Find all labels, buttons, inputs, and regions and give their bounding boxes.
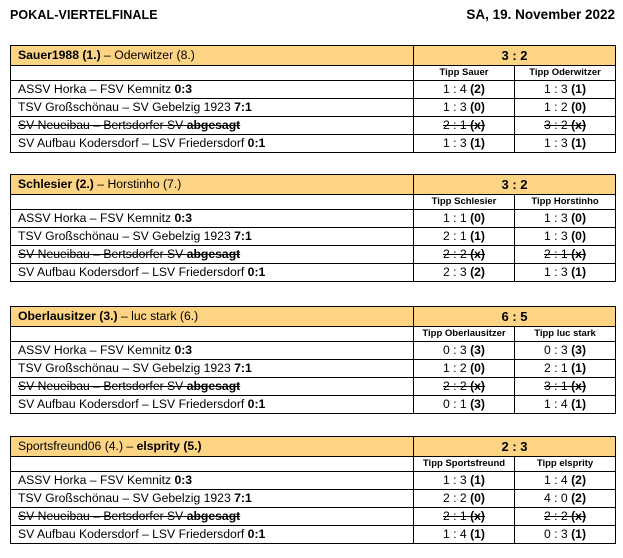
tipp-home-score: 0 : 3 — [442, 343, 471, 357]
game-teams: ASSV Horka – FSV Kemnitz — [18, 343, 175, 357]
game-cell — [11, 360, 414, 378]
duel-score: 3 : 2 — [414, 175, 616, 195]
duel-separator: – — [93, 177, 108, 191]
duel-score: 2 : 3 — [414, 437, 616, 457]
tipp-away-cell — [515, 472, 616, 490]
game-result: abgesagt — [186, 509, 241, 523]
duel-table — [10, 45, 616, 153]
tipp-away-points: (3) — [571, 343, 587, 357]
game-row — [11, 526, 616, 544]
duel-players — [11, 175, 414, 195]
game-teams: ASSV Horka – FSV Kemnitz — [18, 82, 175, 96]
game-cell — [11, 508, 414, 526]
tipp-header-home: Tipp Oberlausitzer — [414, 327, 515, 342]
game-row — [11, 490, 616, 508]
tipp-away-score: 1 : 3 — [544, 229, 572, 243]
game-result: 0:1 — [247, 397, 266, 411]
tipp-away-points: (1) — [571, 397, 587, 411]
tipp-home-cell — [414, 228, 515, 246]
player-home: Schlesier (2.) — [18, 177, 94, 191]
duel-players — [11, 307, 414, 327]
player-home: Sauer1988 (1.) — [18, 48, 101, 62]
game-cell — [11, 472, 414, 490]
duel-players — [11, 437, 414, 457]
player-home: Sportsfreund06 (4.) — [18, 439, 124, 453]
tipp-home-cell — [414, 135, 515, 153]
game-result: abgesagt — [186, 379, 241, 393]
tipp-home-cell — [414, 117, 515, 135]
game-cell — [11, 117, 414, 135]
tipp-home-points: (1) — [470, 229, 485, 243]
tipp-home-points: (x) — [470, 509, 485, 523]
tipp-away-cell — [515, 342, 616, 360]
game-row — [11, 228, 616, 246]
tipp-away-score: 2 : 2 — [544, 509, 572, 523]
duel-table — [10, 436, 616, 544]
game-row — [11, 360, 616, 378]
tipp-away-score: 0 : 3 — [544, 343, 572, 357]
tipp-away-score: 1 : 2 — [544, 100, 572, 114]
tipp-home-points: (1) — [470, 473, 485, 487]
game-teams: TSV Großschönau – SV Gebelzig 1923 — [18, 491, 235, 505]
game-cell — [11, 526, 414, 544]
tipp-home-points: (3) — [470, 343, 485, 357]
tipp-away-points: (2) — [571, 491, 587, 505]
game-cell — [11, 342, 414, 360]
tipp-home-points: (x) — [470, 118, 485, 132]
tipp-away-score: 1 : 4 — [544, 473, 572, 487]
game-teams: SV Aufbau Kodersdorf – LSV Friedersdorf — [18, 265, 248, 279]
game-row — [11, 135, 616, 153]
game-teams: SV Aufbau Kodersdorf – LSV Friedersdorf — [18, 397, 248, 411]
game-cell — [11, 135, 414, 153]
tipp-home-score: 1 : 2 — [442, 361, 471, 375]
tipp-header-home: Tipp Sportsfreund — [414, 457, 515, 472]
game-result: 0:3 — [174, 473, 193, 487]
tipp-header-away: Tipp elsprity — [515, 457, 616, 472]
tipp-home-points: (0) — [470, 491, 485, 505]
tipp-away-score: 2 : 1 — [544, 361, 572, 375]
game-result: 7:1 — [234, 361, 252, 375]
tipp-away-cell — [515, 396, 616, 414]
game-result: 0:3 — [174, 343, 193, 357]
tipp-home-cell — [414, 472, 515, 490]
game-row — [11, 472, 616, 490]
tipp-home-cell — [414, 378, 515, 396]
tipp-header-away: Tipp luc stark — [515, 327, 616, 342]
tipp-home-points: (x) — [470, 247, 485, 261]
tipp-away-points: (1) — [571, 265, 587, 279]
tipp-home-cell — [414, 99, 515, 117]
tipp-away-score: 0 : 3 — [544, 527, 572, 541]
tipp-header-row — [11, 66, 616, 81]
tipp-away-cell — [515, 360, 616, 378]
duel-separator: – — [117, 309, 132, 323]
game-result: abgesagt — [186, 247, 241, 261]
tipp-home-score: 1 : 1 — [442, 211, 471, 225]
game-cell — [11, 490, 414, 508]
tipp-header-blank — [11, 66, 414, 81]
tipp-away-cell — [515, 228, 616, 246]
game-teams: SV Aufbau Kodersdorf – LSV Friedersdorf — [18, 136, 248, 150]
game-result: 0:3 — [174, 82, 193, 96]
tipp-away-points: (1) — [571, 82, 587, 96]
tipp-away-cell — [515, 526, 616, 544]
tipp-away-cell — [515, 81, 616, 99]
game-row — [11, 99, 616, 117]
tipp-away-score: 1 : 3 — [544, 211, 572, 225]
game-cell — [11, 378, 414, 396]
tipp-home-points: (x) — [470, 379, 485, 393]
tipp-away-points: (x) — [571, 247, 587, 261]
tipp-home-cell — [414, 396, 515, 414]
game-teams: SV Neueibau – Bertsdorfer SV — [18, 379, 187, 393]
tipp-away-cell — [515, 246, 616, 264]
tipp-away-points: (x) — [571, 509, 587, 523]
game-teams: ASSV Horka – FSV Kemnitz — [18, 473, 175, 487]
duel-table — [10, 306, 616, 414]
tipp-away-score: 2 : 1 — [544, 247, 572, 261]
tipp-header-away: Tipp Oderwitzer — [515, 66, 616, 81]
tipp-header-row — [11, 195, 616, 210]
game-teams: SV Neueibau – Bertsdorfer SV — [18, 509, 187, 523]
game-row — [11, 378, 616, 396]
match-date: SA, 19. November 2022 — [466, 7, 615, 22]
tipp-home-points: (1) — [470, 527, 485, 541]
duel-score: 3 : 2 — [414, 46, 616, 66]
game-row — [11, 246, 616, 264]
duel-header-row — [11, 307, 616, 327]
tipp-home-score: 2 : 2 — [442, 247, 471, 261]
game-result: 7:1 — [234, 100, 252, 114]
tipp-home-cell — [414, 490, 515, 508]
game-row — [11, 117, 616, 135]
game-cell — [11, 81, 414, 99]
tipp-home-cell — [414, 210, 515, 228]
game-cell — [11, 228, 414, 246]
duel-separator: – — [100, 48, 115, 62]
tipp-away-points: (x) — [571, 379, 587, 393]
game-result: 0:3 — [174, 211, 193, 225]
tipp-home-cell — [414, 81, 515, 99]
game-teams: TSV Großschönau – SV Gebelzig 1923 — [18, 361, 235, 375]
game-cell — [11, 396, 414, 414]
tipp-away-points: (1) — [571, 136, 587, 150]
tipp-home-cell — [414, 264, 515, 282]
tipp-away-cell — [515, 264, 616, 282]
game-row — [11, 264, 616, 282]
tipp-home-score: 2 : 1 — [442, 509, 471, 523]
tipp-home-points: (0) — [470, 361, 485, 375]
tipp-home-points: (2) — [470, 265, 485, 279]
tipp-away-points: (x) — [571, 118, 587, 132]
tipp-away-cell — [515, 99, 616, 117]
duel-players — [11, 46, 414, 66]
tipp-away-score: 3 : 2 — [544, 118, 572, 132]
tipp-away-points: (2) — [571, 473, 587, 487]
game-teams: ASSV Horka – FSV Kemnitz — [18, 211, 175, 225]
player-home: Oberlausitzer (3.) — [18, 309, 118, 323]
game-teams: SV Neueibau – Bertsdorfer SV — [18, 247, 187, 261]
duel-header-row — [11, 175, 616, 195]
game-row — [11, 396, 616, 414]
tipp-home-points: (0) — [470, 211, 485, 225]
tipp-away-cell — [515, 210, 616, 228]
duel-header-row — [11, 46, 616, 66]
game-teams: TSV Großschönau – SV Gebelzig 1923 — [18, 229, 235, 243]
tipp-home-score: 1 : 3 — [442, 473, 471, 487]
game-cell — [11, 246, 414, 264]
tipp-away-cell — [515, 117, 616, 135]
tipp-away-points: (1) — [571, 361, 587, 375]
game-result: 7:1 — [234, 491, 252, 505]
tipp-header-blank — [11, 457, 414, 472]
player-away: Oderwitzer (8.) — [114, 48, 195, 62]
tipp-home-cell — [414, 508, 515, 526]
tipp-away-score: 1 : 3 — [544, 82, 572, 96]
tipp-away-score: 1 : 4 — [544, 397, 572, 411]
game-teams: SV Aufbau Kodersdorf – LSV Friedersdorf — [18, 527, 248, 541]
game-cell — [11, 99, 414, 117]
game-result: 0:1 — [247, 136, 266, 150]
tipp-away-score: 1 : 3 — [544, 136, 572, 150]
tipp-home-points: (3) — [470, 397, 485, 411]
game-result: 7:1 — [234, 229, 252, 243]
tipp-home-cell — [414, 342, 515, 360]
tipp-header-blank — [11, 195, 414, 210]
tipp-header-home: Tipp Schlesier — [414, 195, 515, 210]
tipp-away-cell — [515, 378, 616, 396]
tipp-header-blank — [11, 327, 414, 342]
game-row — [11, 81, 616, 99]
duel-score: 6 : 5 — [414, 307, 616, 327]
tipp-home-score: 2 : 3 — [442, 265, 471, 279]
tipp-home-points: (0) — [470, 100, 485, 114]
player-away: Horstinho (7.) — [107, 177, 182, 191]
tipp-home-cell — [414, 360, 515, 378]
tipp-home-score: 1 : 3 — [442, 100, 471, 114]
tipp-home-score: 2 : 2 — [442, 379, 471, 393]
tipp-header-away: Tipp Horstinho — [515, 195, 616, 210]
tipp-home-score: 2 : 2 — [442, 491, 471, 505]
tipp-header-row — [11, 327, 616, 342]
page-title: POKAL-VIERTELFINALE — [10, 8, 158, 22]
tipp-home-score: 2 : 1 — [442, 229, 471, 243]
game-result: 0:1 — [247, 527, 266, 541]
tipp-home-cell — [414, 526, 515, 544]
tipp-away-cell — [515, 135, 616, 153]
tipp-home-score: 1 : 4 — [442, 82, 471, 96]
player-away: elsprity (5.) — [136, 439, 202, 453]
tipp-home-score: 1 : 4 — [442, 527, 471, 541]
duel-table — [10, 174, 616, 282]
tipp-away-score: 3 : 1 — [544, 379, 572, 393]
tipp-away-cell — [515, 490, 616, 508]
tipp-away-score: 4 : 0 — [544, 491, 572, 505]
game-cell — [11, 264, 414, 282]
game-teams: TSV Großschönau – SV Gebelzig 1923 — [18, 100, 235, 114]
duel-header-row — [11, 437, 616, 457]
tipp-header-row — [11, 457, 616, 472]
tipp-away-points: (0) — [571, 100, 587, 114]
game-result: 0:1 — [247, 265, 266, 279]
game-row — [11, 342, 616, 360]
game-result: abgesagt — [186, 118, 241, 132]
duel-separator: – — [123, 439, 137, 453]
tipp-away-points: (1) — [571, 527, 587, 541]
tipp-header-home: Tipp Sauer — [414, 66, 515, 81]
tipp-home-score: 1 : 3 — [442, 136, 471, 150]
tipp-home-score: 2 : 1 — [442, 118, 471, 132]
tipp-away-score: 1 : 3 — [544, 265, 572, 279]
tipp-away-points: (0) — [571, 211, 587, 225]
tipp-away-points: (0) — [571, 229, 587, 243]
tipp-home-score: 0 : 1 — [442, 397, 471, 411]
game-row — [11, 210, 616, 228]
game-teams: SV Neueibau – Bertsdorfer SV — [18, 118, 187, 132]
tipp-home-points: (2) — [470, 82, 485, 96]
tipp-home-points: (1) — [470, 136, 485, 150]
game-cell — [11, 210, 414, 228]
tipp-home-cell — [414, 246, 515, 264]
player-away: luc stark (6.) — [131, 309, 199, 323]
tipp-away-cell — [515, 508, 616, 526]
game-row — [11, 508, 616, 526]
